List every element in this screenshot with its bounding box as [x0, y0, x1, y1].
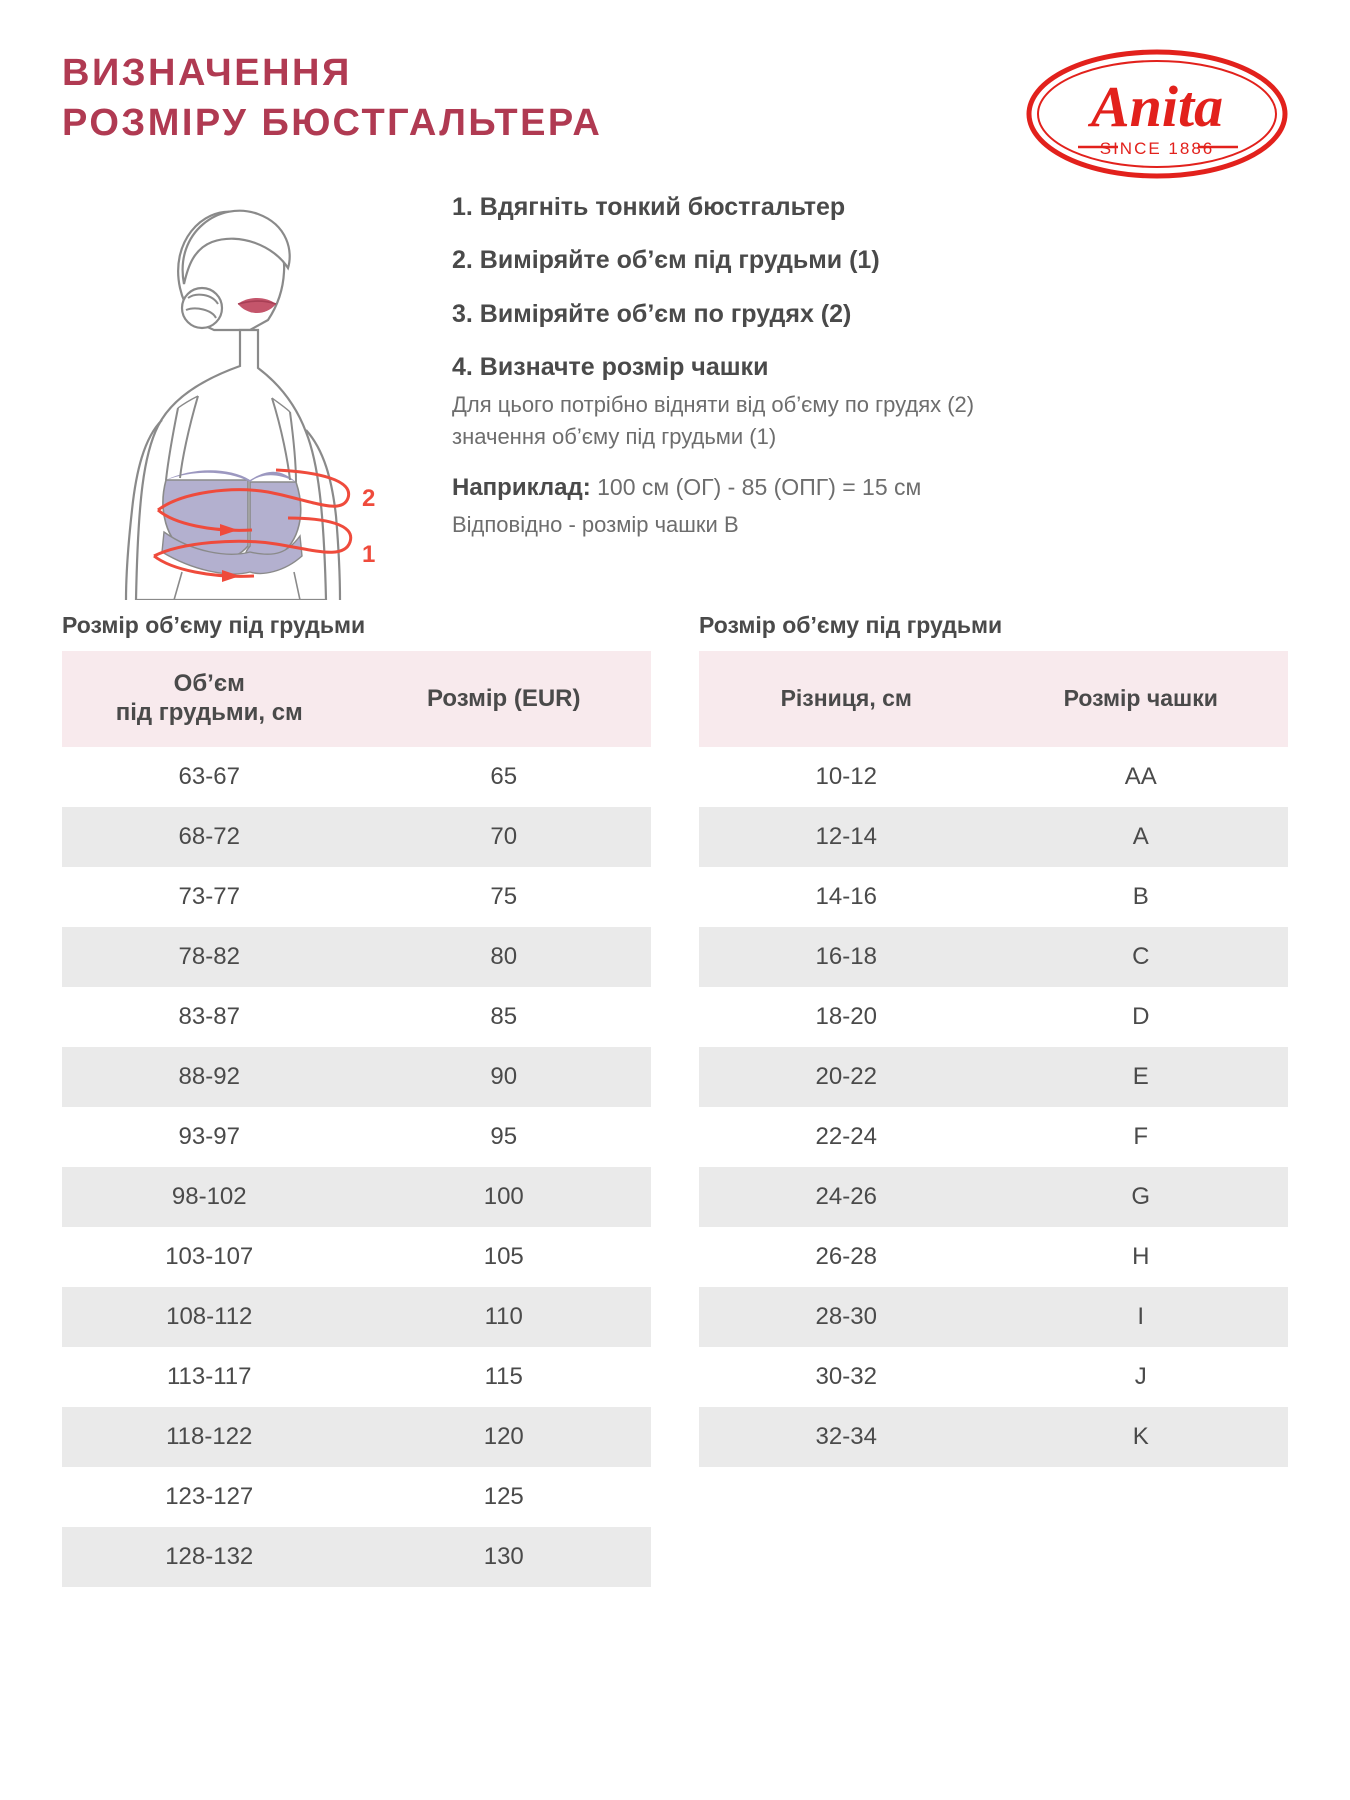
table-row — [62, 987, 651, 1047]
table-row — [699, 807, 1288, 867]
table-row — [62, 1287, 651, 1347]
underbust-cell-value: 100 — [483, 1183, 524, 1210]
instruction-step-4: 4. Визначте розмір чашки — [452, 352, 769, 381]
cup-cell-value: E — [1132, 1063, 1149, 1090]
cup-cell-range: 32-34 — [815, 1423, 877, 1450]
instructions-section — [62, 170, 1288, 600]
table-row — [62, 1407, 651, 1467]
table-row — [699, 1167, 1288, 1227]
cup-cell-value: B — [1132, 883, 1149, 910]
instruction-note — [452, 389, 1282, 453]
cup-cell-value: K — [1132, 1423, 1149, 1450]
instruction-step-2: 2. Виміряйте об’єм під грудьми (1) — [452, 246, 880, 275]
cup-cell-range: 22-24 — [815, 1123, 877, 1150]
table-row — [62, 1467, 651, 1527]
underbust-header-line-2: під грудьми, см — [115, 699, 303, 726]
cup-table-caption: Розмір об’єму під грудьми — [699, 612, 1003, 638]
underbust-cell-value: 125 — [483, 1483, 524, 1510]
underbust-cell-range: 68-72 — [178, 823, 240, 850]
page-header — [62, 0, 1288, 170]
cup-table-header-difference: Різниця, см — [699, 651, 994, 747]
cup-cell-value: J — [1134, 1363, 1147, 1390]
table-row — [699, 1407, 1288, 1467]
cup-cell-range: 20-22 — [815, 1063, 877, 1090]
underbust-cell-value: 65 — [490, 763, 518, 790]
table-row — [62, 1347, 651, 1407]
table-row — [62, 1047, 651, 1107]
anita-logo — [1026, 48, 1288, 180]
table-row — [699, 747, 1288, 807]
underbust-cell-range: 93-97 — [178, 1123, 240, 1150]
instruction-step-1: 1. Вдягніть тонкий бюстгальтер — [452, 193, 846, 221]
cup-cell-range: 10-12 — [815, 763, 877, 790]
underbust-cell-range: 108-112 — [166, 1303, 253, 1330]
cup-cell-range: 28-30 — [815, 1303, 877, 1330]
underbust-cell-value: 110 — [484, 1303, 523, 1330]
underbust-table-block — [62, 612, 651, 1587]
underbust-table-header-size: Розмір (EUR) — [357, 651, 652, 747]
instruction-steps — [452, 192, 1282, 541]
cup-cell-range: 24-26 — [815, 1183, 877, 1210]
cup-cell-value: H — [1132, 1243, 1150, 1270]
underbust-cell-value: 90 — [490, 1063, 518, 1090]
underbust-table — [62, 651, 651, 1587]
instruction-example-result: Відповідно - розмір чашки B — [452, 512, 739, 538]
cup-table-body — [699, 747, 1288, 1467]
instruction-note-line-2: значення об’єму під грудьми (1) — [452, 423, 777, 449]
cup-cell-value: C — [1132, 943, 1150, 970]
instruction-step-3: 3. Виміряйте об’єм по грудях (2) — [452, 299, 852, 328]
table-row — [699, 867, 1288, 927]
cup-cell-value: I — [1137, 1303, 1145, 1330]
table-row — [699, 1227, 1288, 1287]
cup-cell-range: 16-18 — [815, 943, 877, 970]
measurement-illustration — [62, 180, 392, 600]
underbust-cell-value: 115 — [484, 1363, 523, 1390]
table-row — [62, 927, 651, 987]
page-title — [62, 48, 822, 148]
cup-table-header-cup: Розмір чашки — [994, 651, 1289, 747]
cup-cell-range: 14-16 — [815, 883, 877, 910]
cup-table — [699, 651, 1288, 1467]
cup-cell-value: G — [1131, 1183, 1151, 1210]
underbust-cell-range: 78-82 — [178, 943, 240, 970]
instruction-note-line-1: Для цього потрібно відняти від об’єму по грудях (2) — [452, 392, 975, 417]
underbust-cell-value: 95 — [490, 1123, 518, 1150]
underbust-cell-range: 98-102 — [171, 1183, 247, 1210]
underbust-header-line-1: Об’єм — [173, 670, 245, 698]
underbust-cell-value: 85 — [490, 1003, 518, 1030]
underbust-cell-range: 63-67 — [178, 763, 240, 790]
cup-cell-value: AA — [1124, 763, 1157, 790]
table-row — [699, 1107, 1288, 1167]
size-tables — [62, 612, 1288, 1587]
cup-cell-range: 12-14 — [815, 823, 877, 850]
table-row — [62, 1107, 651, 1167]
table-row — [699, 1047, 1288, 1107]
table-row — [62, 807, 651, 867]
figure-label-2: 2 — [362, 485, 376, 512]
instruction-example-label: Наприклад: — [452, 473, 591, 501]
underbust-cell-value: 75 — [490, 883, 518, 910]
svg-text:SINCE 1886: SINCE 1886 — [1099, 139, 1215, 158]
cup-cell-range: 26-28 — [815, 1243, 877, 1270]
table-row — [62, 747, 651, 807]
cup-cell-range: 18-20 — [815, 1003, 877, 1030]
underbust-cell-range: 118-122 — [166, 1423, 253, 1450]
instruction-example — [452, 471, 1282, 541]
table-row — [699, 927, 1288, 987]
table-row — [62, 1167, 651, 1227]
underbust-cell-range: 83-87 — [178, 1003, 240, 1030]
underbust-cell-value: 80 — [490, 943, 518, 970]
underbust-cell-value: 70 — [490, 823, 518, 850]
cup-cell-value: A — [1132, 823, 1149, 850]
underbust-cell-value: 120 — [483, 1423, 524, 1450]
underbust-cell-range: 73-77 — [178, 883, 240, 910]
instruction-example-value: 100 см (ОГ) - 85 (ОПГ) = 15 см — [597, 473, 922, 500]
table-row — [699, 987, 1288, 1047]
underbust-cell-value: 105 — [483, 1243, 524, 1270]
cup-table-block — [699, 612, 1288, 1587]
figure-label-1: 1 — [362, 541, 376, 568]
underbust-table-header-measure — [62, 651, 357, 747]
underbust-table-caption: Розмір об’єму під грудьми — [62, 612, 366, 638]
underbust-cell-value: 130 — [483, 1543, 524, 1570]
table-row — [62, 867, 651, 927]
page-title-line-1: ВИЗНАЧЕННЯ — [62, 52, 352, 94]
underbust-cell-range: 113-117 — [166, 1363, 252, 1390]
underbust-table-body — [62, 747, 651, 1587]
cup-cell-value: F — [1133, 1123, 1149, 1150]
page-title-line-2: РОЗМІРУ БЮСТГАЛЬТЕРА — [62, 102, 603, 145]
svg-text:Anita: Anita — [1090, 74, 1224, 139]
underbust-cell-range: 123-127 — [165, 1483, 254, 1510]
table-row — [62, 1527, 651, 1587]
table-row — [699, 1347, 1288, 1407]
cup-cell-range: 30-32 — [815, 1363, 877, 1390]
underbust-cell-range: 128-132 — [165, 1543, 254, 1570]
table-row — [699, 1287, 1288, 1347]
underbust-cell-range: 88-92 — [178, 1063, 240, 1090]
table-row — [62, 1227, 651, 1287]
underbust-cell-range: 103-107 — [165, 1243, 254, 1270]
cup-cell-value: D — [1132, 1003, 1150, 1030]
